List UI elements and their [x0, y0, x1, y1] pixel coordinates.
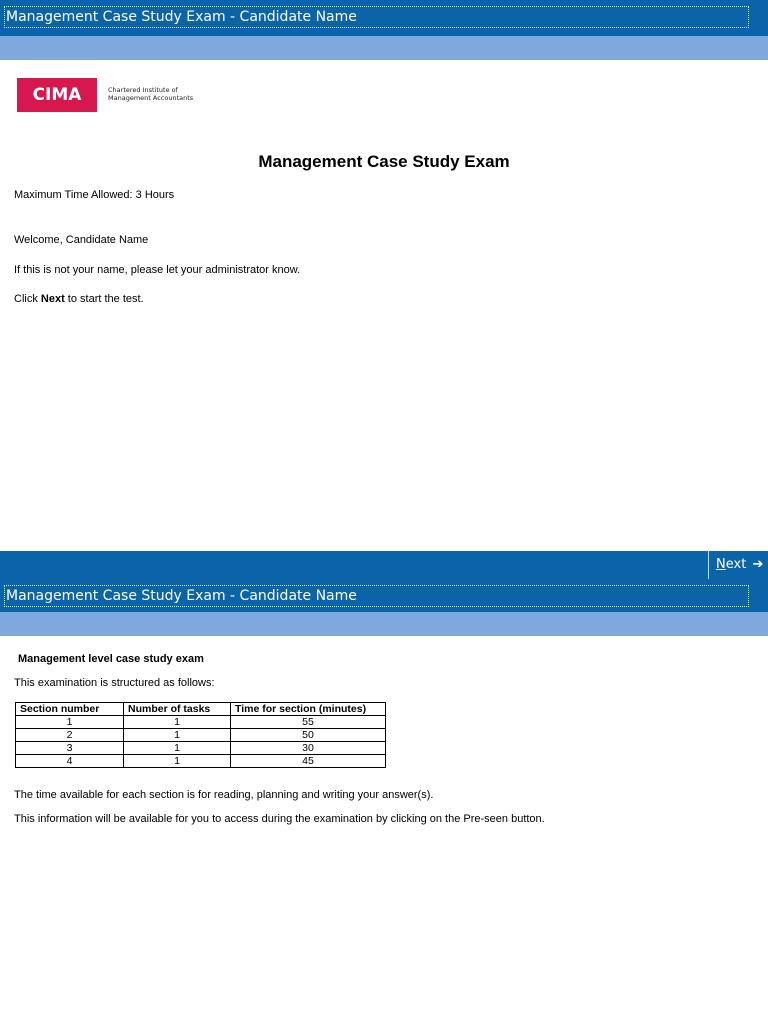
- table-cell: 1: [124, 729, 231, 742]
- table-row: [16, 716, 386, 729]
- section-heading: Management level case study exam: [18, 653, 204, 665]
- sections-table: [15, 702, 386, 768]
- table-row: [16, 729, 386, 742]
- access-note-text: This information will be available for you to access during the examination by clicking on the Pre-seen button.: [14, 813, 545, 825]
- click-suffix: to start the test.: [64, 293, 144, 305]
- intro-text: This examination is structured as follows:: [14, 677, 215, 689]
- table-cell: 55: [231, 716, 386, 729]
- table-cell: 1: [124, 716, 231, 729]
- table-header-cell: Number of tasks: [124, 703, 231, 716]
- window-titlebar-2: [0, 579, 768, 615]
- arrow-right-icon: ➔: [752, 557, 764, 572]
- bottom-navbar: [0, 551, 768, 579]
- table-cell: 1: [124, 742, 231, 755]
- next-button-underlined: N: [716, 557, 726, 572]
- next-button[interactable]: [710, 551, 768, 579]
- window-titlebar-1: [0, 0, 768, 36]
- click-prefix: Click: [14, 293, 41, 305]
- navbar-separator: [708, 551, 709, 579]
- not-your-name-text: If this is not your name, please let your administrator know.: [14, 264, 301, 276]
- table-cell: 2: [16, 729, 124, 742]
- cima-logo-text: [108, 86, 228, 102]
- logo-line-1: Chartered Institute of: [108, 86, 178, 94]
- welcome-text: Welcome, Candidate Name: [14, 234, 149, 246]
- table-row: [16, 755, 386, 768]
- subbar-2: [0, 612, 768, 636]
- click-next-bold: Next: [40, 293, 65, 305]
- logo-line-2: Management Accountants: [108, 94, 194, 102]
- table-header-cell: Section number: [16, 703, 124, 716]
- table-header-row: [16, 703, 386, 716]
- table-cell: 30: [231, 742, 386, 755]
- cima-logo-mark: CIMA: [17, 78, 97, 112]
- page-title: Management Case Study Exam: [258, 152, 510, 171]
- table-cell: 1: [16, 716, 124, 729]
- time-note-text: The time available for each section is for reading, planning and writing your answer(s).: [14, 789, 434, 801]
- table-cell: 1: [124, 755, 231, 768]
- table-cell: 4: [16, 755, 124, 768]
- window-title-1: Management Case Study Exam - Candidate Name: [4, 6, 749, 28]
- click-next-instruction: [14, 293, 144, 305]
- window-title-2: Management Case Study Exam - Candidate Name: [4, 585, 749, 607]
- max-time-text: Maximum Time Allowed: 3 Hours: [14, 189, 175, 201]
- table-cell: 45: [231, 755, 386, 768]
- table-cell: 3: [16, 742, 124, 755]
- subbar-1: [0, 36, 768, 60]
- table-header-cell: Time for section (minutes): [231, 703, 386, 716]
- table-row: [16, 742, 386, 755]
- table-cell: 50: [231, 729, 386, 742]
- next-button-label: ext: [725, 557, 747, 572]
